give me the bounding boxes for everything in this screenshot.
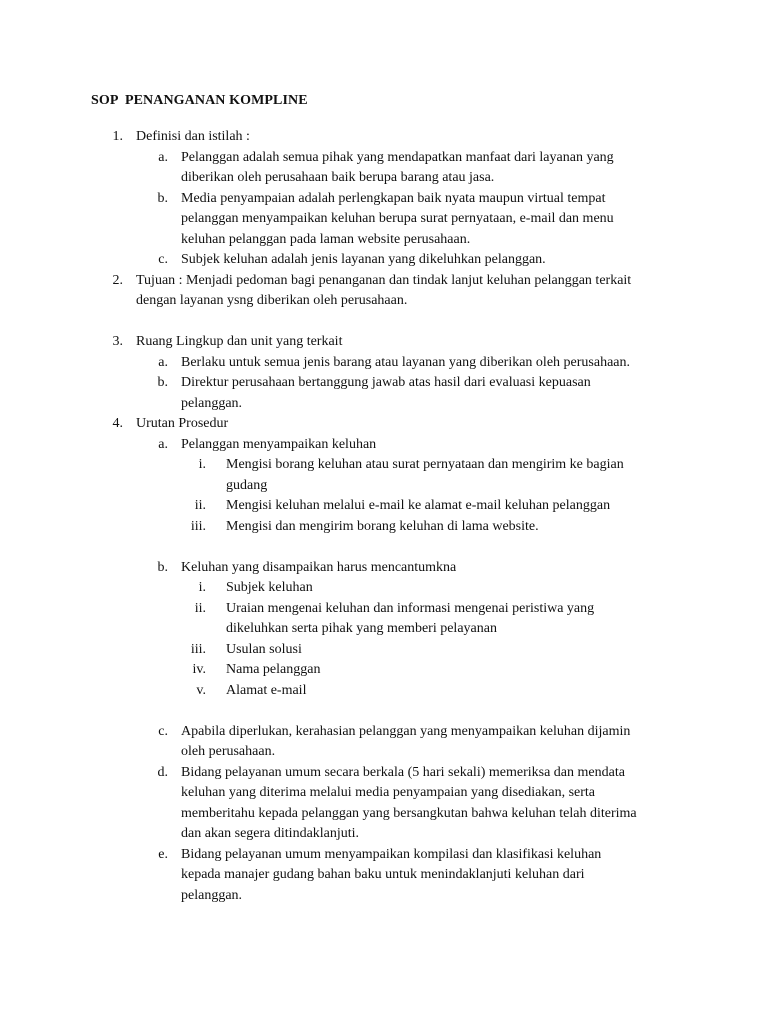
sub-list-item-text: Mengisi keluhan melalui e-mail ke alamat e-mail keluhan pelanggan [226, 498, 611, 513]
sub-list-item-line [0, 599, 768, 620]
list-item-text: Keluhan yang disampaikan harus mencantumkna [181, 559, 457, 575]
list-item-line [0, 722, 768, 743]
blank-line [0, 312, 768, 333]
list-item-line [0, 742, 768, 763]
section-heading-text: Ruang Lingkup dan unit yang terkait [136, 334, 343, 349]
list-item-text: Berlaku untuk semua jenis barang atau layanan yang diberikan oleh perusahaan. [181, 354, 631, 370]
list-item-text: Apabila diperlukan, kerahasian pelanggan yang menyampaikan keluhan dijamin [181, 723, 631, 739]
sub-list-item-text: Nama pelanggan [226, 662, 321, 677]
section-heading-text: Tujuan : Menjadi pedoman bagi penanganan dan tindak lanjut keluhan pelanggan terkait [136, 272, 632, 288]
section-heading-line [0, 332, 768, 353]
list-item-text: kepada manajer gudang bahan baku untuk menindaklanjuti keluhan dari [181, 867, 585, 882]
list-item-text: Subjek keluhan adalah jenis layanan yang dikeluhkan pelanggan. [181, 252, 546, 267]
list-item-line [0, 783, 768, 804]
sub-item-numeral: i. [198, 580, 206, 595]
document-title: SOP PENANGANAN KOMPLINE [91, 93, 308, 108]
sop-outline [0, 127, 768, 906]
section-heading-line [0, 127, 768, 148]
sub-item-numeral: iv. [192, 662, 206, 677]
list-item-text: Pelanggan menyampaikan keluhan [181, 436, 377, 452]
item-letter: c. [158, 252, 168, 267]
list-item-line [0, 250, 768, 271]
list-item-line [0, 763, 768, 784]
list-item-text: Direktur perusahaan bertanggung jawab atas hasil dari evaluasi kepuasan [181, 375, 591, 390]
list-item-line [0, 886, 768, 907]
section-number: 4. [112, 416, 123, 431]
blank-line [0, 537, 768, 558]
sub-list-item-line [0, 681, 768, 702]
list-item-text: oleh perusahaan. [181, 744, 276, 759]
sub-item-numeral: ii. [194, 498, 206, 513]
sub-list-item-text: Uraian mengenai keluhan dan informasi mengenai peristiwa yang [226, 600, 595, 616]
section-number: 1. [112, 129, 123, 144]
list-item-line [0, 394, 768, 415]
list-item-line [0, 148, 768, 169]
list-item-line [0, 824, 768, 845]
sub-item-numeral: v. [196, 682, 206, 698]
sub-list-item-text: gudang [226, 477, 268, 493]
item-letter: b. [157, 375, 168, 390]
sub-list-item-text: dikeluhkan serta pihak yang memberi pelayanan [226, 621, 497, 636]
sub-list-item-line [0, 660, 768, 681]
list-item-text: diberikan oleh perusahaan baik berupa barang atau jasa. [181, 170, 495, 185]
sub-list-item-line [0, 496, 768, 517]
list-item-line [0, 804, 768, 825]
sub-list-item-text: Usulan solusi [226, 641, 302, 657]
list-item-line [0, 168, 768, 189]
list-item-text: pelanggan. [181, 395, 243, 411]
item-letter: b. [157, 559, 168, 575]
sub-list-item-line [0, 578, 768, 599]
section-heading-line [0, 414, 768, 435]
sub-list-item-line [0, 640, 768, 661]
sub-list-item-line [0, 619, 768, 640]
sub-list-item-text: Subjek keluhan [226, 580, 313, 595]
section-heading-line [0, 291, 768, 312]
list-item-line [0, 435, 768, 456]
section-heading-line [0, 271, 768, 292]
list-item-text: Bidang pelayanan umum secara berkala (5 hari sekali) memeriksa dan mendata [181, 764, 625, 780]
list-item-line [0, 558, 768, 579]
section-number: 2. [112, 272, 123, 288]
sub-list-item-text: Mengisi dan mengirim borang keluhan di lama website. [226, 518, 539, 534]
item-letter: d. [157, 764, 168, 780]
sub-item-numeral: iii. [190, 518, 206, 534]
section-heading-text: Urutan Prosedur [136, 416, 229, 431]
list-item-text: Bidang pelayanan umum menyampaikan kompilasi dan klasifikasi keluhan [181, 846, 602, 862]
list-item-text: dan akan segera ditindaklanjuti. [181, 826, 360, 841]
list-item-line [0, 230, 768, 251]
list-item-text: pelanggan menyampaikan keluhan berupa surat pernyataan, e-mail dan menu [181, 211, 614, 226]
item-letter: a. [158, 436, 168, 452]
section-heading-text: Definisi dan istilah : [136, 129, 250, 144]
item-letter: b. [157, 190, 168, 206]
sub-list-item-line [0, 517, 768, 538]
list-item-line [0, 209, 768, 230]
list-item-text: keluhan pelanggan pada laman website perusahaan. [181, 231, 471, 247]
list-item-text: pelanggan. [181, 887, 243, 903]
list-item-line [0, 373, 768, 394]
list-item-text: Media penyampaian adalah perlengkapan baik nyata maupun virtual tempat [181, 190, 606, 206]
item-letter: a. [158, 149, 168, 165]
sub-item-numeral: ii. [194, 600, 206, 616]
sub-item-numeral: iii. [190, 641, 206, 657]
blank-line [0, 701, 768, 722]
list-item-text: Pelanggan adalah semua pihak yang mendapatkan manfaat dari layanan yang [181, 149, 614, 165]
item-letter: e. [158, 846, 168, 862]
sub-list-item-line [0, 455, 768, 476]
item-letter: c. [158, 723, 168, 739]
item-letter: a. [158, 354, 168, 370]
sub-list-item-line [0, 476, 768, 497]
list-item-line [0, 845, 768, 866]
sub-list-item-text: Alamat e-mail [226, 682, 307, 698]
section-heading-text: dengan layanan ysng diberikan oleh perusahaan. [136, 293, 408, 308]
list-item-text: memberitahu kepada pelanggan yang bersangkutan bahwa keluhan telah diterima [181, 805, 637, 821]
list-item-text: keluhan yang diterima melalui media penyampaian yang disediakan, serta [181, 785, 596, 800]
list-item-line [0, 865, 768, 886]
section-number: 3. [112, 334, 123, 349]
list-item-line [0, 189, 768, 210]
sub-list-item-text: Mengisi borang keluhan atau surat pernyataan dan mengirim ke bagian [226, 457, 624, 472]
sub-item-numeral: i. [198, 457, 206, 472]
list-item-line [0, 353, 768, 374]
